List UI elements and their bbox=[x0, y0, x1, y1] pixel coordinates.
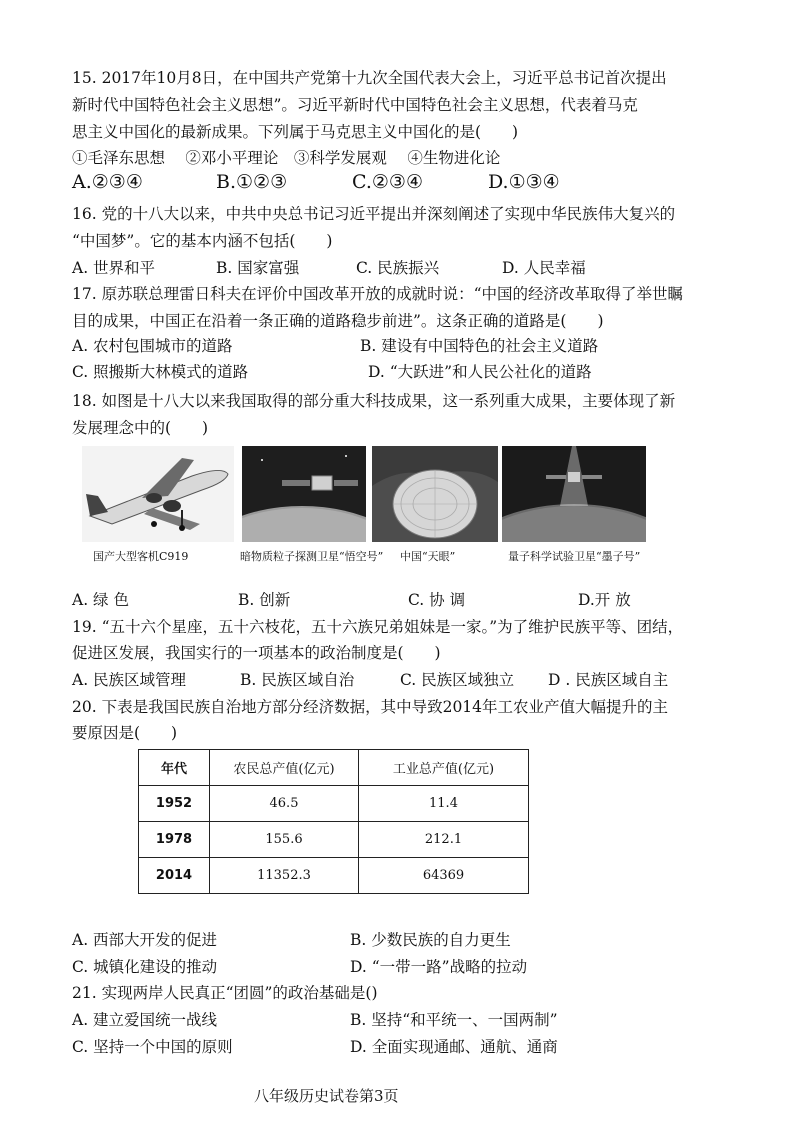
q16-stem-line1: 16. 党的十八大以来，中共中央总书记习近平提出并深刻阐述了实现中华民族伟大复兴的 bbox=[72, 205, 676, 223]
q19-option-c[interactable]: C. 民族区域独立 bbox=[400, 671, 515, 689]
table-row bbox=[139, 858, 529, 894]
q18-option-b[interactable]: B. 创新 bbox=[238, 591, 291, 609]
q17-stem-line1: 17. 原苏联总理雷日科夫在评价中国改革开放的成就时说：“中国的经济改革取得了举世瞩 bbox=[72, 285, 684, 303]
q15-stem-line1: 15. 2017年10月8日，在中国共产党第十九次全国代表大会上，习近平总书记首次提出 bbox=[72, 69, 667, 87]
q15-stem-line2: 新时代中国特色社会主义思想”。习近平新时代中国特色社会主义思想，代表着马克 bbox=[72, 96, 638, 114]
table-row bbox=[139, 786, 529, 822]
table-cell: 212.1 bbox=[359, 822, 529, 858]
q15-option-d[interactable]: D.①③④ bbox=[488, 171, 560, 193]
fast-telescope-photo bbox=[372, 446, 498, 542]
table-header-row bbox=[139, 750, 529, 786]
q20-stem-line2: 要原因是( ) bbox=[72, 724, 178, 742]
q17-stem-line2: 目的成果，中国正在沿着一条正确的道路稳步前进”。这条正确的道路是( ) bbox=[72, 312, 604, 330]
q16-stem-line2: “中国梦”。它的基本内涵不包括( ) bbox=[72, 232, 333, 250]
table-cell-year: 2014 bbox=[139, 858, 210, 894]
table-cell: 155.6 bbox=[210, 822, 359, 858]
q20-option-b[interactable]: B. 少数民族的自力更生 bbox=[350, 931, 511, 949]
q15-option-b[interactable]: B.①②③ bbox=[216, 171, 288, 193]
q19-stem-line1: 19. “五十六个星座，五十六枝花，五十六族兄弟姐妹是一家。”为了维护民族平等、团结， bbox=[72, 618, 684, 636]
q21-option-a[interactable]: A. 建立爱国统一战线 bbox=[72, 1011, 218, 1029]
mozi-satellite-photo bbox=[502, 446, 646, 542]
q15-items: ①毛泽东思想 ②邓小平理论 ③科学发展观 ④生物进化论 bbox=[72, 149, 501, 167]
q21-option-b[interactable]: B. 坚持“和平统一、一国两制” bbox=[350, 1011, 558, 1029]
table-header-cell: 农民总产值(亿元) bbox=[210, 750, 359, 786]
q20-option-c[interactable]: C. 城镇化建设的推动 bbox=[72, 958, 218, 976]
q18-option-a[interactable]: A. 绿 色 bbox=[72, 591, 129, 609]
q16-option-c[interactable]: C. 民族振兴 bbox=[356, 259, 440, 277]
q17-option-c[interactable]: C. 照搬斯大林模式的道路 bbox=[72, 363, 249, 381]
table-header-cell: 工业总产值(亿元) bbox=[359, 750, 529, 786]
q18-option-c[interactable]: C. 协 调 bbox=[408, 591, 466, 609]
q21-option-c[interactable]: C. 坚持一个中国的原则 bbox=[72, 1038, 233, 1056]
table-cell: 11352.3 bbox=[210, 858, 359, 894]
c919-caption: 国产大型客机C919 bbox=[93, 550, 189, 563]
q19-option-d[interactable]: D . 民族区域自主 bbox=[548, 671, 669, 689]
q18-option-d[interactable]: D.开 放 bbox=[578, 591, 631, 609]
table-cell: 64369 bbox=[359, 858, 529, 894]
wukong-satellite-photo bbox=[242, 446, 366, 542]
q19-stem-line2: 促进区发展，我国实行的一项基本的政治制度是( ) bbox=[72, 644, 441, 662]
q15-option-a[interactable]: A.②③④ bbox=[72, 171, 143, 193]
table-cell-year: 1978 bbox=[139, 822, 210, 858]
wukong-caption: 暗物质粒子探测卫星“悟空号” bbox=[240, 550, 384, 563]
q19-option-a[interactable]: A. 民族区域管理 bbox=[72, 671, 187, 689]
q15-stem-line3: 思主义中国化的最新成果。下列属于马克思主义中国化的是( ) bbox=[72, 123, 519, 141]
q17-option-b[interactable]: B. 建设有中国特色的社会主义道路 bbox=[360, 337, 599, 355]
q18-stem-line2: 发展理念中的( ) bbox=[72, 419, 209, 437]
q21-option-d[interactable]: D. 全面实现通邮、通航、通商 bbox=[350, 1038, 558, 1056]
q21-stem-line1: 21. 实现两岸人民真正“团圆”的政治基础是() bbox=[72, 984, 378, 1002]
q16-option-a[interactable]: A. 世界和平 bbox=[72, 259, 156, 277]
q17-option-d[interactable]: D. “大跃进”和人民公社化的道路 bbox=[368, 363, 592, 381]
q18-stem-line1: 18. 如图是十八大以来我国取得的部分重大科技成果，这一系列重大成果，主要体现了新 bbox=[72, 392, 676, 410]
table-row bbox=[139, 822, 529, 858]
table-cell: 46.5 bbox=[210, 786, 359, 822]
q15-option-c[interactable]: C.②③④ bbox=[352, 171, 423, 193]
q16-option-b[interactable]: B. 国家富强 bbox=[216, 259, 300, 277]
economic-data-table bbox=[138, 749, 529, 894]
table-cell: 11.4 bbox=[359, 786, 529, 822]
q20-stem-line1: 20. 下表是我国民族自治地方部分经济数据，其中导致2014年工农业产值大幅提升的主 bbox=[72, 698, 669, 716]
table-cell-year: 1952 bbox=[139, 786, 210, 822]
q19-option-b[interactable]: B. 民族区域自治 bbox=[240, 671, 355, 689]
q17-option-a[interactable]: A. 农村包围城市的道路 bbox=[72, 337, 233, 355]
fast-caption: 中国“天眼” bbox=[400, 550, 456, 563]
science-photo-strip bbox=[82, 446, 647, 546]
page-footer: 八年级历史试卷第3页 bbox=[254, 1087, 399, 1105]
mozi-caption: 量子科学试验卫星“墨子号” bbox=[508, 550, 641, 563]
q20-option-a[interactable]: A. 西部大开发的促进 bbox=[72, 931, 218, 949]
q20-option-d[interactable]: D. “一带一路”战略的拉动 bbox=[350, 958, 528, 976]
table-header-cell: 年代 bbox=[139, 750, 210, 786]
c919-airplane-photo bbox=[82, 446, 234, 542]
q16-option-d[interactable]: D. 人民幸福 bbox=[502, 259, 586, 277]
